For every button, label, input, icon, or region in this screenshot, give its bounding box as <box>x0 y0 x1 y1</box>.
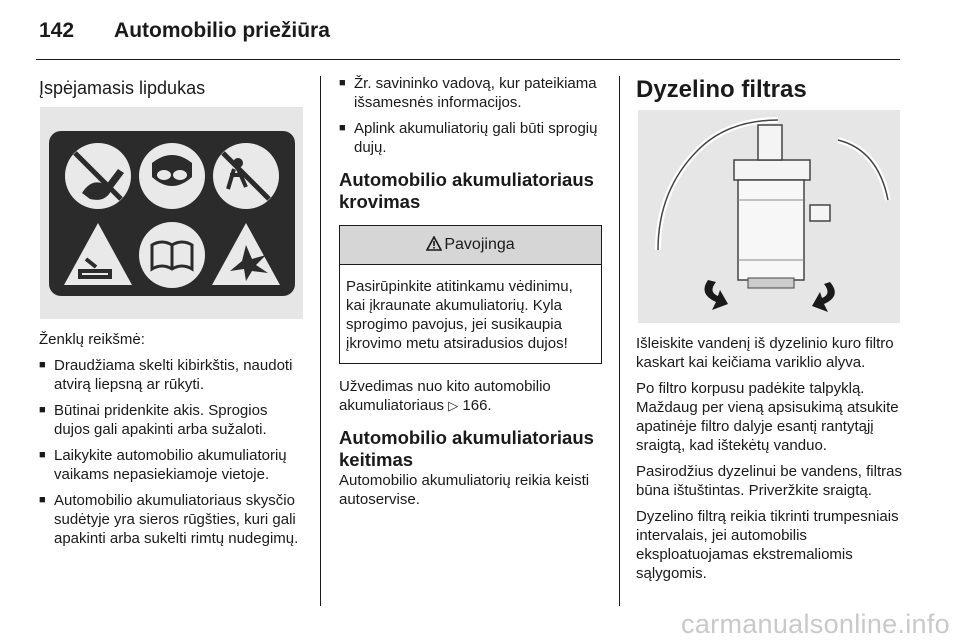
page-reference-icon: ▷ <box>448 398 459 413</box>
watermark: carmanualsonline.info <box>681 609 950 639</box>
paragraph: Pasirodžius dyzelinui be vandens, filtras būna ištuštintas. Priveržkite sraigtą. <box>636 463 902 499</box>
paragraph: Po filtro korpusu padėkite talpyklą. Maždaug per vieną apsisukimą atsukite apatinėje filtro dalyje esantį rantytąjį sraigtą, kad ištekėtų vanduo. <box>636 380 899 454</box>
jump-start-text: Užvedimas nuo kito automobilio akumuliatoriaus <box>339 378 551 414</box>
danger-box <box>339 225 602 364</box>
warning-triangle-icon <box>426 236 442 256</box>
column-divider-2 <box>619 76 620 606</box>
warning-label-illustration <box>40 107 303 319</box>
danger-box-header <box>340 226 601 265</box>
replacement-heading: Automobilio akumuliatoriaus keitimas <box>339 427 594 470</box>
danger-box-text: Pasirūpinkite atitinkamu vėdinimu, kai įkraunate akumuliatorių. Kyla sprogimo pavojus, jei susikaupia įkrovimo metu atsiradusios dujos! <box>346 278 573 352</box>
list-item: ■ Draudžiama skelti kibirkštis, naudoti atvirą liepsną ar rūkyti. <box>39 356 305 394</box>
jump-start-paragraph <box>339 377 604 415</box>
paragraph: Išleiskite vandenį iš dyzelinio kuro filtro kaskart kai keičiama variklio alyva. <box>636 335 894 371</box>
warning-label-image <box>40 107 303 319</box>
page-reference-link[interactable]: 166. <box>462 397 492 414</box>
page-title: Automobilio priežiūra <box>114 19 330 42</box>
diesel-filter-image <box>638 110 900 323</box>
list-item: ■ Aplink akumuliatorių gali būti sprogių dujų. <box>339 119 604 157</box>
page-number: 142 <box>39 19 75 42</box>
page-header <box>39 14 330 48</box>
column-3-lower <box>636 334 904 590</box>
list-item: ■ Žr. savininko vadovą, kur pateikiama išsamesnės informacijos. <box>339 74 604 112</box>
diesel-filter-illustration <box>638 110 900 323</box>
list-item: ■ Automobilio akumuliatoriaus skysčio sudėtyje yra sieros rūgšties, kuri gali apakinti arba sukelti rimtų nudegimų. <box>39 491 305 548</box>
info-list <box>339 74 604 157</box>
danger-box-title: Pavojinga <box>444 236 515 253</box>
warning-label-heading: Įspėjamasis lipdukas <box>39 78 206 98</box>
symbols-caption: Ženklų reikšmė: <box>39 331 145 348</box>
column-1-lower <box>39 330 305 555</box>
paragraph: Dyzelino filtrą reikia tikrinti trumpesniais intervalais, jei automobilis eksploatuojamas ekstremaliomis sąlygomis. <box>636 508 899 582</box>
column-3 <box>636 74 904 104</box>
column-1 <box>39 74 305 99</box>
symbol-list <box>39 356 305 548</box>
column-divider-1 <box>320 76 321 606</box>
header-rule <box>36 59 900 60</box>
replacement-text: Automobilio akumuliatorių reikia keisti autoservise. <box>339 472 590 508</box>
list-item: ■ Būtinai pridenkite akis. Sprogios dujos gali apakinti arba sužaloti. <box>39 401 305 439</box>
charging-heading: Automobilio akumuliatoriaus krovimas <box>339 169 594 212</box>
list-item: ■ Laikykite automobilio akumuliatorių vaikams nepasiekiamoje vietoje. <box>39 446 305 484</box>
diesel-filter-heading: Dyzelino filtras <box>636 76 807 103</box>
column-2 <box>339 74 604 516</box>
